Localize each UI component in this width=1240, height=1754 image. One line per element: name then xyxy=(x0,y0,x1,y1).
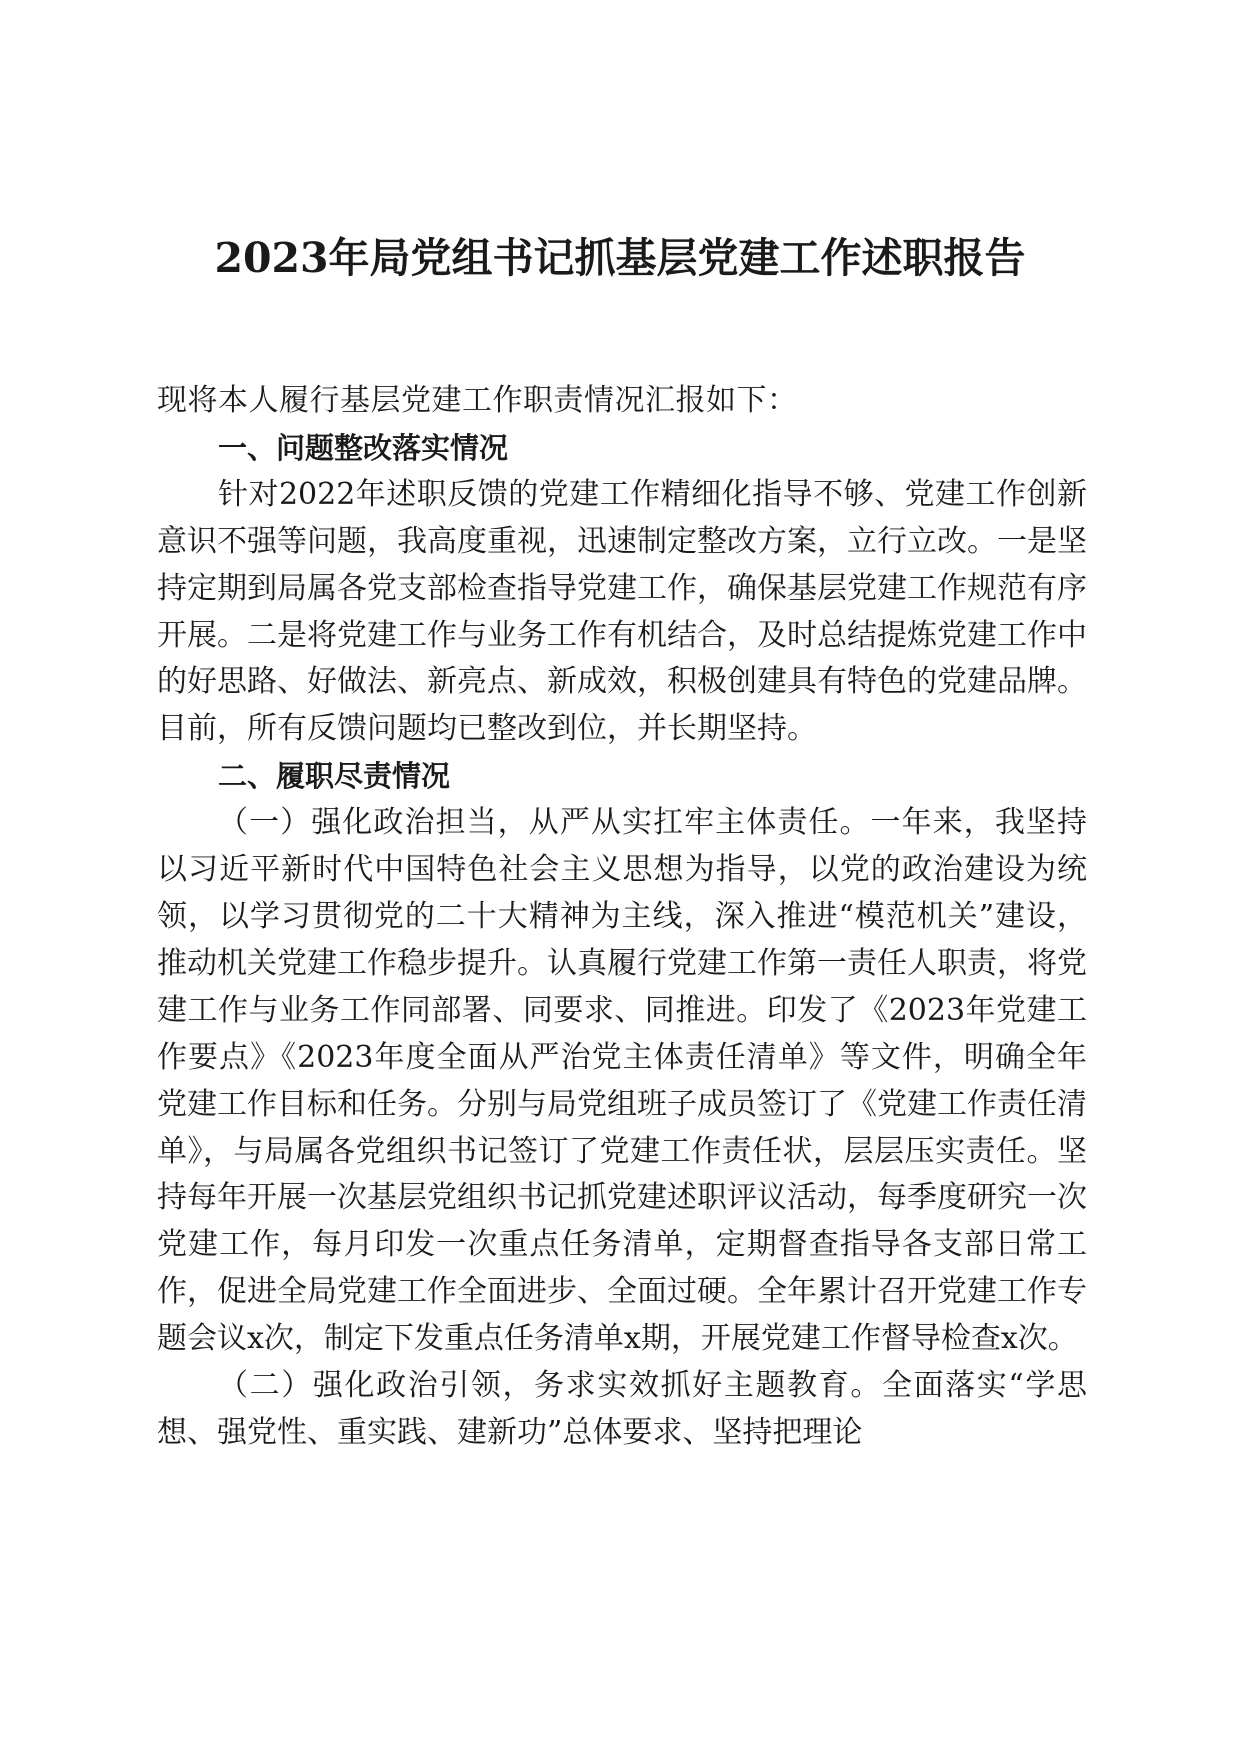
document-body xyxy=(157,378,1087,1457)
section-2-paragraph-2: （二）强化政治引领，务求实效抓好主题教育。全面落实“学思想、强党性、重实践、建新功”总体要求、坚持把理论 xyxy=(157,1368,1087,1450)
section-2-paragraph-1: （一）强化政治担当，从严从实扛牢主体责任。一年来，我坚持以习近平新时代中国特色社会主义思想为指导，以党的政治建设为统领，以学习贯彻党的二十大精神为主线，深入推进“模范机关”建设，推动机关党建工作稳步提升。认真履行党建工作第一责任人职责，将党建工作与业务工作同部署、同要求、同推进。印发了《2023年党建工作要点》《2023年度全面从严治党主体责任清单》等文件，明确全年党建工作目标和任务。分别与局党组班子成员签订了《党建工作责任清单》，与局属各党组织书记签订了党建工作责任状，层层压实责任。坚持每年开展一次基层党组织书记抓党建述职评议活动，每季度研究一次党建工作，每月印发一次重点任务清单，定期督查指导各支部日常工作，促进全局党建工作全面进步、全面过硬。全年累计召开党建工作专题会议x次，制定下发重点任务清单x期，开展党建工作督导检查x次。 xyxy=(157,805,1087,1357)
section-1-heading: 一、问题整改落实情况 xyxy=(218,430,509,465)
intro-paragraph: 现将本人履行基层党建工作职责情况汇报如下： xyxy=(157,383,798,418)
document-title: 2023年局党组书记抓基层党建工作述职报告 xyxy=(214,234,1026,282)
section-1-paragraph: 针对2022年述职反馈的党建工作精细化指导不够、党建工作创新意识不强等问题，我高度重视，迅速制定整改方案，立行立改。一是坚持定期到局属各党支部检查指导党建工作，确保基层党建工作规范有序开展。二是将党建工作与业务工作有机结合，及时总结提炼党建工作中的好思路、好做法、新亮点、新成效，积极创建具有特色的党建品牌。目前，所有反馈问题均已整改到位，并长期坚持。 xyxy=(157,476,1087,747)
section-2-heading: 二、履职尽责情况 xyxy=(218,759,451,794)
